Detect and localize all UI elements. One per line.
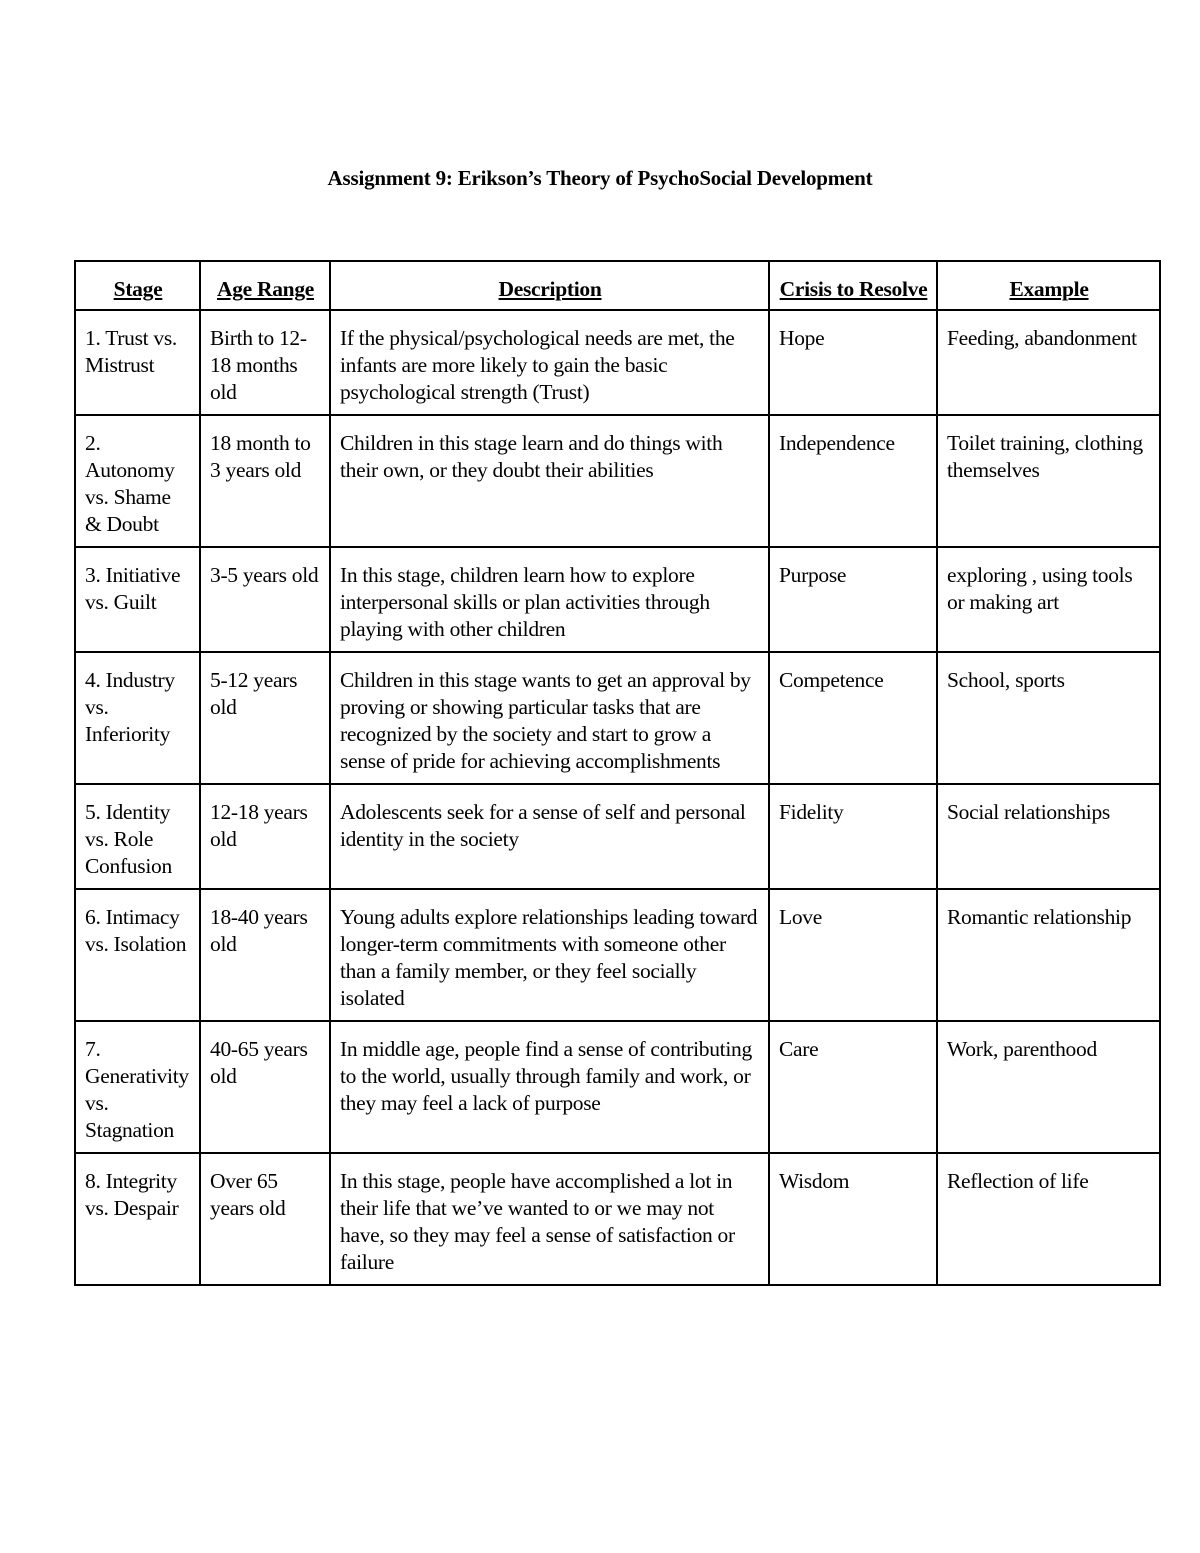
crisis-cell: Wisdom bbox=[769, 1153, 937, 1285]
crisis-cell: Independence bbox=[769, 415, 937, 547]
stage-cell: 5. Identity vs. Role Confusion bbox=[75, 784, 200, 889]
table-row bbox=[75, 310, 1160, 415]
description-cell: Adolescents seek for a sense of self and personal identity in the society bbox=[330, 784, 769, 889]
age-range-cell: 12-18 years old bbox=[200, 784, 330, 889]
stage-cell: 3. Initiative vs. Guilt bbox=[75, 547, 200, 652]
description-cell: In middle age, people find a sense of contributing to the world, usually through family and work, or they may feel a lack of purpose bbox=[330, 1021, 769, 1153]
header-crisis: Crisis to Resolve bbox=[769, 261, 937, 310]
crisis-cell: Fidelity bbox=[769, 784, 937, 889]
crisis-cell: Purpose bbox=[769, 547, 937, 652]
header-stage: Stage bbox=[75, 261, 200, 310]
crisis-cell: Care bbox=[769, 1021, 937, 1153]
table-row bbox=[75, 784, 1160, 889]
age-range-cell: 18 month to 3 years old bbox=[200, 415, 330, 547]
example-cell: Work, parenthood bbox=[937, 1021, 1160, 1153]
description-cell: Children in this stage wants to get an approval by proving or showing particular tasks that are recognized by the society and start to grow a sense of pride for achieving accomplishments bbox=[330, 652, 769, 784]
table-row bbox=[75, 1021, 1160, 1153]
stage-cell: 7. Generativity vs. Stagnation bbox=[75, 1021, 200, 1153]
table-row bbox=[75, 547, 1160, 652]
age-range-cell: Birth to 12-18 months old bbox=[200, 310, 330, 415]
age-range-cell: 40-65 years old bbox=[200, 1021, 330, 1153]
example-cell: School, sports bbox=[937, 652, 1160, 784]
example-cell: Feeding, abandonment bbox=[937, 310, 1160, 415]
example-cell: Toilet training, clothing themselves bbox=[937, 415, 1160, 547]
crisis-cell: Love bbox=[769, 889, 937, 1021]
crisis-cell: Hope bbox=[769, 310, 937, 415]
document-title: Assignment 9: Erikson’s Theory of PsychoSocial Development bbox=[327, 166, 873, 190]
table-row bbox=[75, 1153, 1160, 1285]
age-range-cell: 5-12 years old bbox=[200, 652, 330, 784]
header-age-range: Age Range bbox=[200, 261, 330, 310]
stage-cell: 8. Integrity vs. Despair bbox=[75, 1153, 200, 1285]
description-cell: If the physical/psychological needs are met, the infants are more likely to gain the basic psychological strength (Trust) bbox=[330, 310, 769, 415]
table-row bbox=[75, 889, 1160, 1021]
example-cell: Romantic relationship bbox=[937, 889, 1160, 1021]
description-cell: Young adults explore relationships leading toward longer-term commitments with someone other than a family member, or they feel socially isolated bbox=[330, 889, 769, 1021]
description-cell: Children in this stage learn and do things with their own, or they doubt their abilities bbox=[330, 415, 769, 547]
table-row bbox=[75, 415, 1160, 547]
stage-cell: 1. Trust vs. Mistrust bbox=[75, 310, 200, 415]
example-cell: exploring , using tools or making art bbox=[937, 547, 1160, 652]
stage-cell: 2. Autonomy vs. Shame & Doubt bbox=[75, 415, 200, 547]
description-cell: In this stage, children learn how to explore interpersonal skills or plan activities through playing with other children bbox=[330, 547, 769, 652]
header-description: Description bbox=[330, 261, 769, 310]
stage-cell: 4. Industry vs. Inferiority bbox=[75, 652, 200, 784]
example-cell: Social relationships bbox=[937, 784, 1160, 889]
age-range-cell: 3-5 years old bbox=[200, 547, 330, 652]
header-example: Example bbox=[937, 261, 1160, 310]
crisis-cell: Competence bbox=[769, 652, 937, 784]
age-range-cell: 18-40 years old bbox=[200, 889, 330, 1021]
example-cell: Reflection of life bbox=[937, 1153, 1160, 1285]
table-row bbox=[75, 652, 1160, 784]
table-header-row bbox=[75, 261, 1160, 310]
stages-table bbox=[74, 260, 1161, 1286]
age-range-cell: Over 65 years old bbox=[200, 1153, 330, 1285]
stage-cell: 6. Intimacy vs. Isolation bbox=[75, 889, 200, 1021]
description-cell: In this stage, people have accomplished a lot in their life that we’ve wanted to or we may not have, so they may feel a sense of satisfaction or failure bbox=[330, 1153, 769, 1285]
